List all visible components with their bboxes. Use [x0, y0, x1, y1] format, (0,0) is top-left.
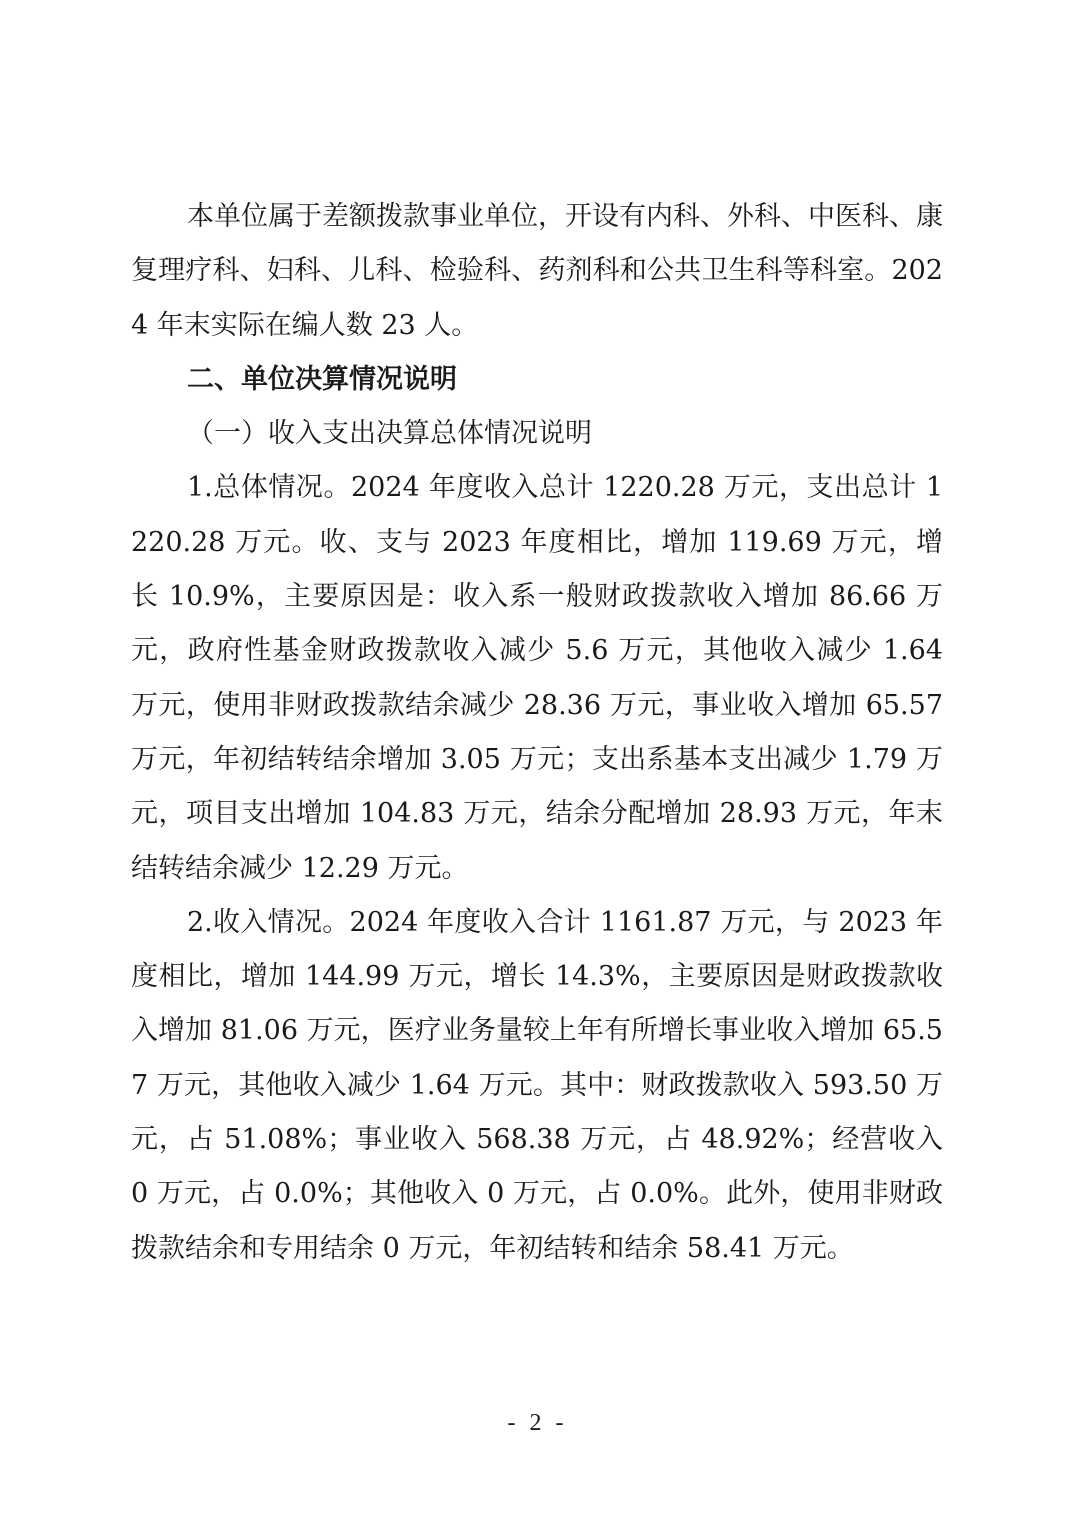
overall-situation-paragraph: 1.总体情况。2024 年度收入总计 1220.28 万元，支出总计 1220.28 万元。收、支与 2023 年度相比，增加 119.69 万元，增长 10.9%，主要原因是：收入系一般财政拨款收入增加 86.66 万元，政府性基金财政拨款收入减少 5.6 万元，其他收入减少 1.64 万元，使用非财政拨款结余减少 28.36 万元，事业收入增加 65.57 万元，年初结转结余增加 3.05 万元；支出系基本支出减少 1.79 万元，项目支出增加 104.83 万元，结余分配增加 28.93 万元，年末结转结余减少 12.29 万元。 [131, 472, 943, 884]
unit-overview-paragraph: 本单位属于差额拨款事业单位，开设有内科、外科、中医科、康复理疗科、妇科、儿科、检验科、药剂科和公共卫生科等科室。2024 年末实际在编人数 23 人。 [131, 201, 943, 341]
section-heading-budget-explanation: 二、单位决算情况说明 [187, 363, 457, 395]
page-number: - 2 - [507, 1410, 568, 1436]
document-body [131, 190, 943, 1276]
income-situation-paragraph: 2.收入情况。2024 年度收入合计 1161.87 万元，与 2023 年度相比，增加 144.99 万元，增长 14.3%，主要原因是财政拨款收入增加 81.06 万元，医疗业务量较上年有所增长事业收入增加 65.57 万元，其他收入减少 1.64 万元。其中：财政拨款收入 593.50 万元，占 51.08%；事业收入 568.38 万元，占 48.92%；经营收入 0 万元，占 0.0%；其他收入 0 万元，占 0.0%。此外，使用非财政拨款结余和专用结余 0 万元，年初结转和结余 58.41 万元。 [131, 906, 943, 1264]
subsection-heading-income-expense: （一）收入支出决算总体情况说明 [187, 418, 592, 450]
